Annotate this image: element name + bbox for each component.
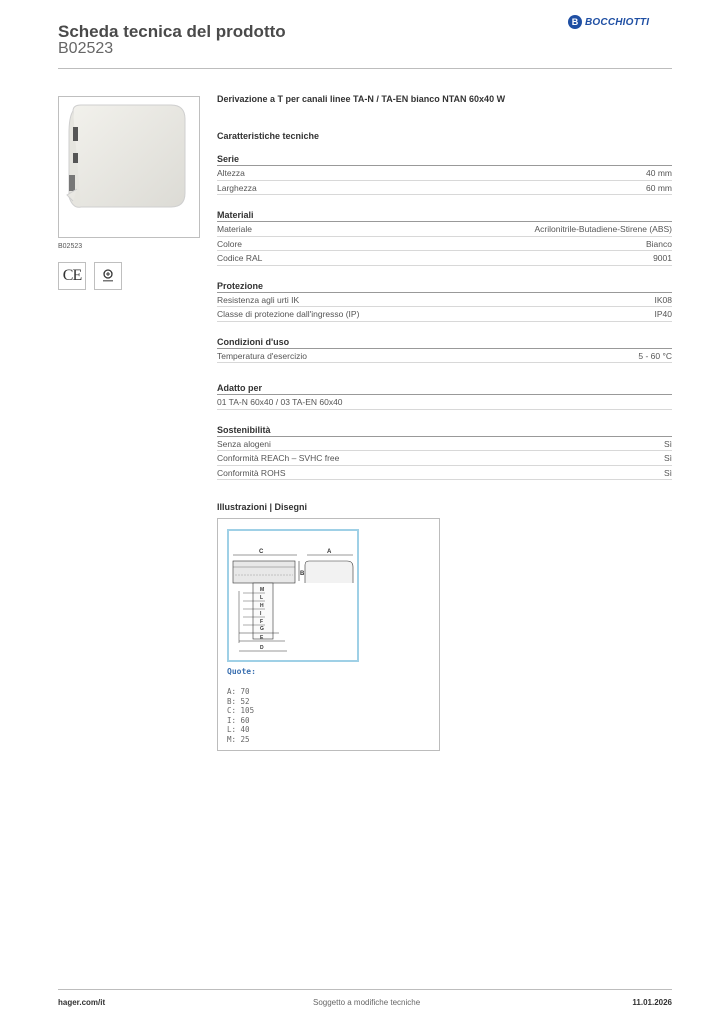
spec-row bbox=[217, 293, 672, 308]
certification-badges bbox=[58, 262, 122, 290]
section-heading: Serie bbox=[217, 154, 672, 166]
product-title: Derivazione a T per canali linee TA-N / TA-EN bianco NTAN 60x40 W bbox=[217, 94, 506, 104]
footer-disclaimer: Soggetto a modifiche tecniche bbox=[313, 998, 421, 1007]
spec-value: 9001 bbox=[653, 253, 672, 263]
quote-list bbox=[227, 687, 254, 744]
section-heading: Protezione bbox=[217, 281, 672, 293]
dim-label-d: D bbox=[260, 645, 264, 651]
quote-item: M: 25 bbox=[227, 734, 250, 744]
specification-panel bbox=[217, 94, 672, 512]
photo-caption: B02523 bbox=[58, 243, 83, 250]
spec-label: Larghezza bbox=[217, 182, 257, 193]
section-heading: Materiali bbox=[217, 210, 672, 222]
spec-row bbox=[217, 307, 672, 322]
spec-row bbox=[217, 349, 672, 364]
brand-name: BOCCHIOTTI bbox=[585, 16, 650, 28]
dim-label-l: L bbox=[260, 595, 264, 601]
bocchiotti-logo-icon: B bbox=[568, 15, 582, 29]
footer-date: 11.01.2026 bbox=[632, 998, 672, 1007]
quote-item: I: 60 bbox=[227, 715, 250, 725]
spec-label: Codice RAL bbox=[217, 253, 263, 263]
dim-label-b: B bbox=[300, 571, 305, 577]
dim-label-f: F bbox=[260, 619, 264, 625]
section-heading: Condizioni d'uso bbox=[217, 337, 672, 349]
spec-row bbox=[217, 181, 672, 196]
section-sostenibilita bbox=[217, 425, 672, 481]
section-adatto-per bbox=[217, 383, 672, 410]
section-heading: Sostenibilità bbox=[217, 425, 672, 437]
certification-mark-icon bbox=[94, 262, 122, 290]
ce-mark-label: CE bbox=[62, 267, 82, 284]
spec-label: Temperatura d'esercizio bbox=[217, 350, 307, 361]
footer-website-link[interactable]: hager.com/it bbox=[58, 998, 106, 1007]
quote-item: B: 52 bbox=[227, 696, 250, 706]
spec-label: Senza alogeni bbox=[217, 438, 271, 449]
quote-item: L: 40 bbox=[227, 725, 250, 734]
spec-value: 60 mm bbox=[646, 182, 672, 193]
section-materiali bbox=[217, 210, 672, 266]
spec-label: Altezza bbox=[217, 168, 245, 178]
spec-label: Classe di protezione dall'ingresso (IP) bbox=[217, 309, 360, 319]
spec-row bbox=[217, 251, 672, 266]
spec-row bbox=[217, 466, 672, 481]
spec-value: IP40 bbox=[654, 309, 672, 319]
spec-value: IK08 bbox=[654, 294, 672, 305]
header-divider bbox=[58, 68, 672, 69]
spec-row bbox=[217, 237, 672, 252]
illustration-box bbox=[217, 518, 440, 751]
spec-label: Conformità REACh – SVHC free bbox=[217, 453, 340, 463]
dim-label-i: I bbox=[260, 611, 262, 617]
spec-label: Conformità ROHS bbox=[217, 467, 286, 478]
section-condizioni bbox=[217, 337, 672, 364]
illustrations-heading: Illustrazioni | Disegni bbox=[217, 502, 308, 512]
spec-row bbox=[217, 395, 672, 410]
brand-logo bbox=[568, 15, 649, 29]
ce-mark-icon bbox=[58, 262, 86, 290]
spec-value: Sì bbox=[663, 438, 672, 449]
quote-heading: Quote: bbox=[227, 667, 256, 676]
dim-label-m: M bbox=[260, 587, 265, 593]
spec-value: Bianco bbox=[646, 238, 672, 249]
characteristics-title: Caratteristiche tecniche bbox=[217, 131, 320, 141]
technical-drawing bbox=[227, 529, 359, 662]
spec-row bbox=[217, 222, 672, 237]
page-title: Scheda tecnica del prodotto bbox=[58, 22, 286, 41]
spec-value: 5 - 60 °C bbox=[638, 350, 672, 361]
spec-label: Colore bbox=[217, 238, 243, 249]
dim-label-a: A bbox=[327, 549, 332, 555]
spec-row bbox=[217, 451, 672, 466]
section-serie bbox=[217, 154, 672, 195]
section-heading: Adatto per bbox=[217, 383, 672, 395]
quote-item: A: 70 bbox=[227, 687, 250, 696]
spec-value: Sì bbox=[663, 453, 672, 463]
spec-value: Acrilonitrile-Butadiene-Stirene (ABS) bbox=[534, 224, 672, 234]
dim-label-h: H bbox=[260, 603, 264, 609]
product-code: B02523 bbox=[58, 40, 114, 57]
spec-value: Sì bbox=[663, 467, 672, 478]
dim-label-e: E bbox=[260, 635, 264, 641]
spec-row bbox=[217, 437, 672, 452]
spec-row bbox=[217, 166, 672, 181]
section-protezione bbox=[217, 281, 672, 322]
dim-label-g: G bbox=[260, 626, 264, 632]
footer-divider bbox=[58, 989, 672, 990]
product-photo bbox=[58, 96, 200, 238]
spec-label: Resistenza agli urti IK bbox=[217, 294, 300, 305]
spec-label: 01 TA-N 60x40 / 03 TA-EN 60x40 bbox=[217, 397, 343, 407]
spec-label: Materiale bbox=[217, 224, 252, 234]
dim-label-c: C bbox=[259, 549, 264, 555]
spec-value: 40 mm bbox=[646, 168, 672, 178]
quote-item: C: 105 bbox=[227, 706, 255, 715]
